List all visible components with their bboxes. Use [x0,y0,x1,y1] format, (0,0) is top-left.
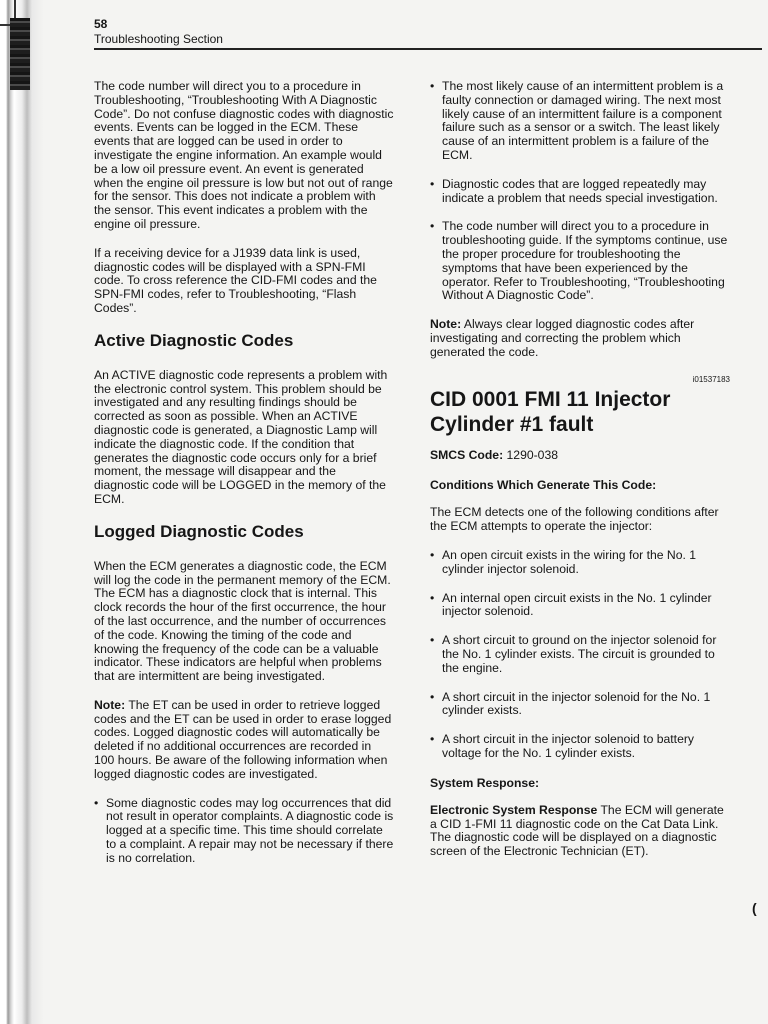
page-edge-mark: ( [752,900,757,916]
smcs-code [430,449,730,463]
header-rule [94,48,762,50]
note-paragraph [94,699,394,782]
j1939-paragraph: If a receiving device for a J1939 data link is used, diagnostic codes will be displayed with a SPN-FMI code. To cross reference the CID-FMI codes and the SPN-FMI codes, refer to Troubleshooting, “Flash Codes”. [94,245,377,315]
active-codes-paragraph: An ACTIVE diagnostic code represents a problem with the electronic control system. This problem should be investigated and any resulting findings should be corrected as soon as possible. When an ACTIVE diagnostic code is generated, a Diagnostic Lamp will indicate the diagnostic code. If the condition that generates the diagnostic code occurs only for a brief moment, the message will disappear and the diagnostic code will be LOGGED in the memory of the ECM. [94,367,388,506]
reference-id: i01537183 [692,374,730,384]
note-text: The ET can be used in order to retrieve logged codes and the ET can be used in order to erase logged codes. Logged diagnostic codes will automatically be deleted if no additional occurrences are recorded in 100 hours. Be aware of the following information when logged diagnostic codes are investigated. [94,697,392,781]
list-item: • A short circuit in the injector solenoid to battery voltage for the No. 1 cylinder exists. [430,733,730,761]
list-item: • An internal open circuit exists in the No. 1 cylinder injector solenoid. [430,592,730,620]
list-item: • A short circuit in the injector solenoid for the No. 1 cylinder exists. [430,691,730,719]
smcs-label: SMCS Code: [430,447,504,462]
esr-paragraph [430,804,730,859]
conditions-list [430,549,730,761]
left-column [94,80,394,881]
smcs-value: 1290-038 [503,447,559,462]
section-title: Troubleshooting Section [94,32,223,46]
note-label: Note: [94,697,126,712]
left-bullet-list [94,797,394,866]
list-item: • A short circuit to ground on the injector solenoid for the No. 1 cylinder exists. The circuit is grounded to the engine. [430,634,730,675]
list-item: • Diagnostic codes that are logged repeatedly may indicate a problem that needs special investigation. [430,178,730,206]
right-column [430,80,730,874]
logged-codes-heading: Logged Diagnostic Codes [94,521,304,541]
list-item: • Some diagnostic codes may log occurrences that did not result in operator complaints. A diagnostic code is logged at a specific time. This time should correlate to a complaint. A repair may not be necessary if there is no correlation. [94,797,394,866]
note-paragraph [430,318,730,359]
binding-tab-mark [10,18,30,90]
logged-codes-paragraph: When the ECM generates a diagnostic code, the ECM will log the code in the permanent memory of the ECM. The ECM has a diagnostic clock that is internal. This clock records the hour of the first occurrence, the hour of the last occurrence, and the number of occurrences of the code. Knowing the timing of the code and knowing the frequency of the code can be a valuable indicator. These indicators are helpful when problems that are intermittent are being investigated. [94,558,391,684]
list-item: • An open circuit exists in the wiring for the No. 1 cylinder injector solenoid. [430,549,730,577]
active-codes-heading: Active Diagnostic Codes [94,330,294,350]
note-text: Always clear logged diagnostic codes after investigating and correcting the problem which generated the code. [430,317,695,359]
note-label: Note: [430,317,462,332]
right-bullet-list [430,80,730,303]
cid-heading: CID 0001 FMI 11 Injector Cylinder #1 fault [430,387,671,436]
page-number: 58 [94,17,108,31]
list-item: • The most likely cause of an intermittent problem is a faulty connection or damaged wiring. The next most likely cause of an intermittent failure is a component failure such as a sensor or a switch. The least likely cause of an intermittent problem is a failure of the ECM. [430,80,730,163]
binding-edge [0,0,44,1024]
list-item: • The code number will direct you to a procedure in troubleshooting guide. If the symptoms continue, use the proper procedure for troubleshooting the symptoms that have been experienced by the operator. Refer to Troubleshooting, “Troubleshooting Without A Diagnostic Code”. [430,220,730,303]
esr-label: Electronic System Response [430,802,598,817]
conditions-intro: The ECM detects one of the following conditions after the ECM attempts to operate the injector: [430,505,719,534]
conditions-heading: Conditions Which Generate This Code: [430,478,657,493]
intro-paragraph: The code number will direct you to a procedure in Troubleshooting, “Troubleshooting With A Diagnostic Code”. Do not confuse diagnostic codes with diagnostic events. Events can be logged in the ECM. These events that are logged can be used in order to investigate the engine information. An example would be a low oil pressure event. An event is generated when the engine oil pressure is low but not out of range for the sensor. This does not indicate a problem with the sensor. This event indicates a problem with the engine oil pressure. [94,79,394,231]
system-response-heading: System Response: [430,775,540,790]
esr-text: The ECM will generate a CID 1-FMI 11 diagnostic code on the Cat Data Link. The diagnostic code will be displayed on a diagnostic screen of the Electronic Technician (ET). [430,802,724,859]
